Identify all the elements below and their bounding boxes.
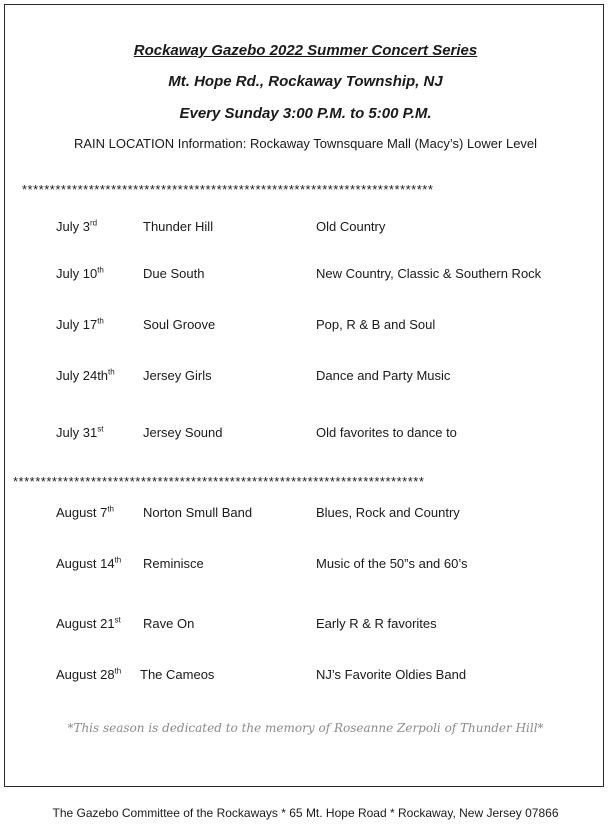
concert-date: July 3rd [56, 218, 98, 234]
band-name: Thunder Hill [143, 219, 214, 234]
music-genre: Dance and Party Music [316, 368, 451, 383]
concert-date: August 14th [56, 555, 122, 571]
concert-row [0, 425, 611, 445]
band-name: Reminisce [143, 556, 204, 571]
venue-location: Mt. Hope Rd., Rockaway Township, NJ [168, 73, 443, 90]
separator-august: ************************************************************************** [13, 474, 425, 489]
concert-row [0, 505, 611, 525]
page-title: Rockaway Gazebo 2022 Summer Concert Series [133, 42, 478, 59]
band-name: Norton Smull Band [143, 505, 253, 520]
band-name: Rave On [143, 616, 195, 631]
concert-row [0, 616, 611, 636]
music-genre: Old favorites to dance to [316, 425, 457, 440]
music-genre: Early R & R favorites [316, 616, 437, 631]
band-name: Soul Groove [143, 317, 216, 332]
concert-date: August 28th [56, 666, 122, 682]
rain-location-info: RAIN LOCATION Information: Rockaway Townsquare Mall (Macy’s) Lower Level [73, 136, 538, 151]
concert-row [0, 266, 611, 286]
music-genre: Music of the 50”s and 60’s [316, 556, 468, 571]
music-genre: Blues, Rock and Country [316, 505, 460, 520]
music-genre: NJ’s Favorite Oldies Band [316, 667, 467, 682]
concert-row [0, 317, 611, 337]
concert-row [0, 667, 611, 687]
band-name: Jersey Sound [143, 425, 223, 440]
concert-date: July 10th [56, 265, 104, 281]
concert-date: August 21st [56, 615, 121, 631]
music-genre: Pop, R & B and Soul [316, 317, 436, 332]
band-name: Due South [143, 266, 205, 281]
concert-row [0, 556, 611, 576]
separator-july: ************************************************************************** [22, 182, 434, 197]
band-name: Jersey Girls [143, 368, 212, 383]
music-genre: New Country, Classic & Southern Rock [316, 266, 542, 281]
band-name: The Cameos [140, 667, 215, 682]
concert-date: July 17th [56, 316, 104, 332]
dedication-note: *This season is dedicated to the memory of Roseanne Zerpoli of Thunder Hill* [67, 721, 544, 735]
event-schedule: Every Sunday 3:00 P.M. to 5:00 P.M. [179, 105, 432, 122]
music-genre: Old Country [316, 219, 386, 234]
concert-row [0, 219, 611, 239]
concert-date: August 7th [56, 504, 114, 520]
concert-date: July $24th^{th}$ [56, 367, 115, 383]
footer-address: The Gazebo Committee of the Rockaways * 65 Mt. Hope Road * Rockaway, New Jersey 07866 [52, 806, 559, 820]
concert-row [0, 368, 611, 388]
concert-date: July 31st [56, 424, 104, 440]
